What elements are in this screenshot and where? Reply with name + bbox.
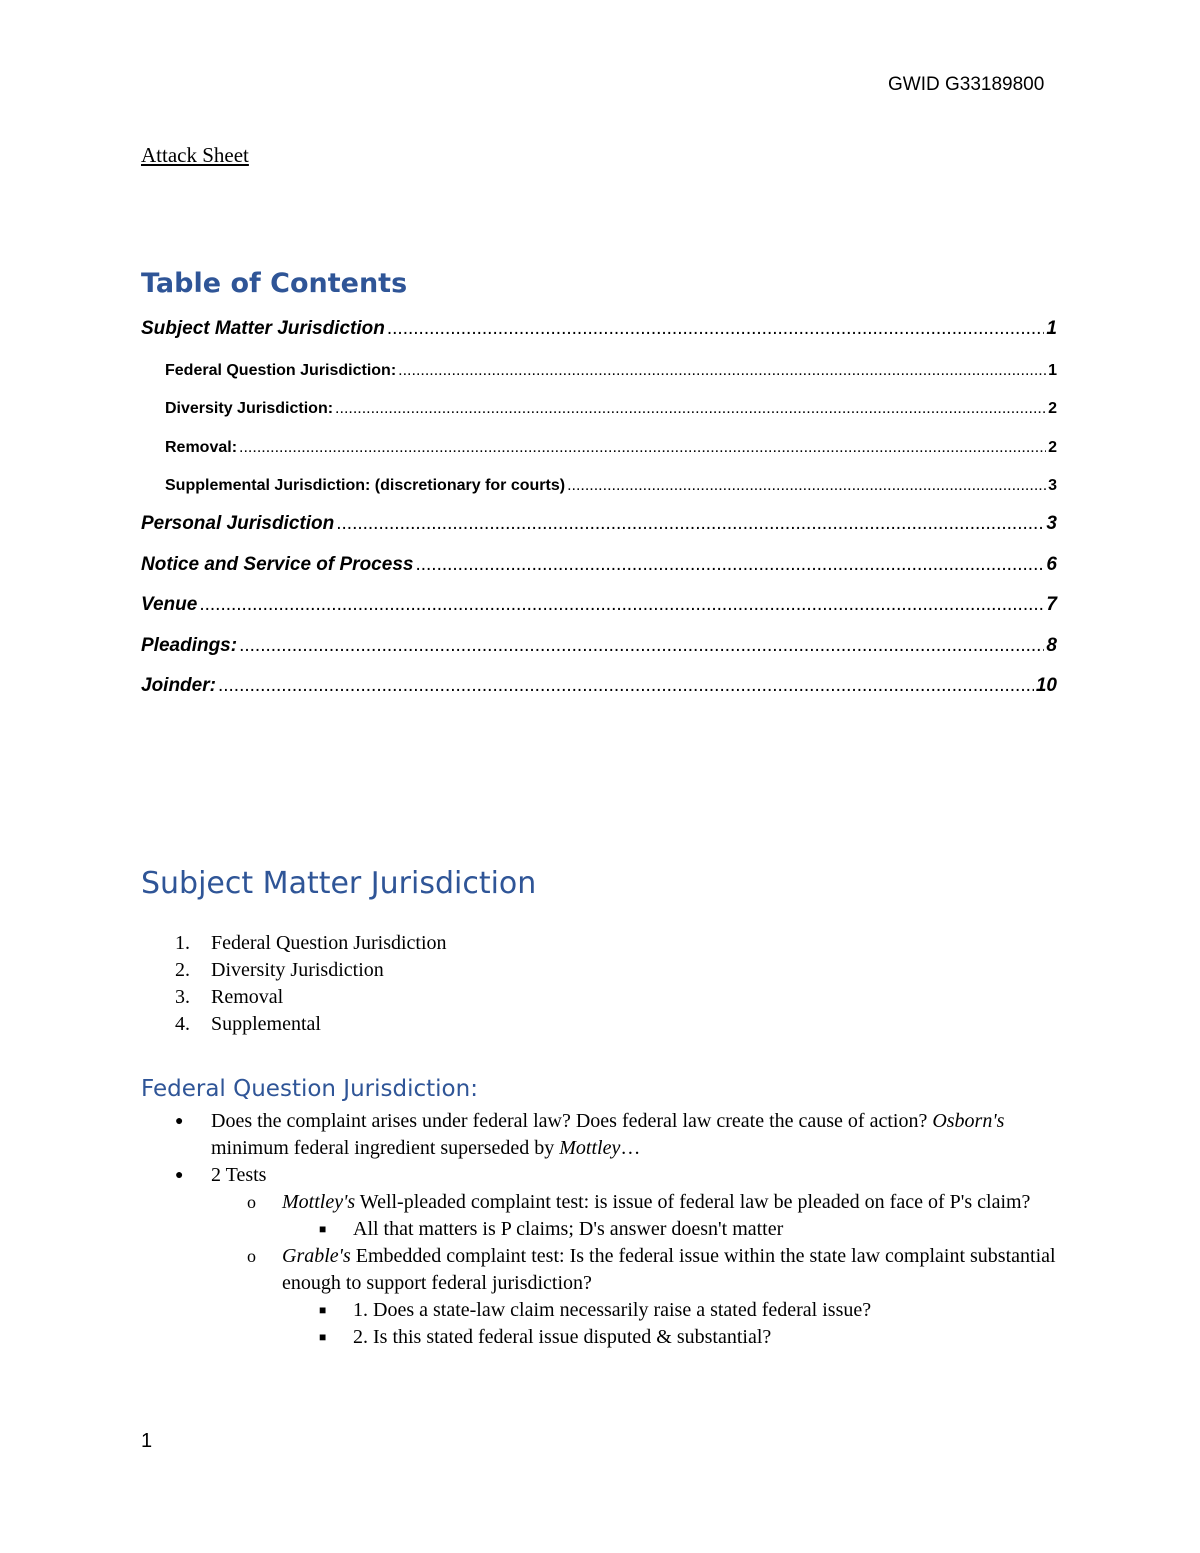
- bullet-text: Does the complaint arises under federal law? Does federal law create the cause of action?: [211, 1110, 928, 1132]
- toc-leader: [218, 675, 1034, 697]
- sub-sub-bullet-item: [141, 1324, 1071, 1351]
- toc-entry-venue[interactable]: [141, 594, 1057, 616]
- toc-page-number: 7: [1046, 594, 1057, 615]
- toc-leader: [199, 594, 1044, 616]
- toc-page-number: 2: [1048, 400, 1057, 417]
- toc-heading: Table of Contents: [141, 268, 408, 299]
- toc-page-number: 1: [1046, 318, 1057, 339]
- toc-leader: [239, 439, 1046, 457]
- toc-entry-label: Supplemental Jurisdiction: (discretionary for courts): [165, 477, 566, 494]
- toc-leader: [336, 513, 1044, 535]
- toc-entry-federal-question[interactable]: [141, 362, 1057, 380]
- toc-leader: [398, 362, 1046, 380]
- circle-marker: o: [247, 1192, 256, 1212]
- toc-entry-label: Removal:: [165, 439, 238, 456]
- list-item-text: Diversity Jurisdiction: [211, 959, 384, 981]
- toc-leader: [567, 477, 1046, 495]
- case-name-mottley: Mottley: [559, 1137, 621, 1159]
- square-marker: ■: [319, 1222, 327, 1236]
- sub-sub-bullet-item: [141, 1216, 1071, 1243]
- toc-entry-label: Diversity Jurisdiction:: [165, 400, 334, 417]
- toc-entry-supplemental[interactable]: [141, 477, 1057, 495]
- toc-entry-label: Personal Jurisdiction: [141, 513, 335, 534]
- bullet-item: [141, 1162, 1071, 1189]
- sub-bullet-text: Well-pleaded complaint test: is issue of federal law be pleaded on face of P's claim?: [355, 1191, 1031, 1213]
- toc-entry-label: Pleadings:: [141, 635, 238, 656]
- toc-page-number: 6: [1046, 554, 1057, 575]
- bullet-marker: ●: [175, 1114, 184, 1129]
- square-marker: ■: [319, 1330, 327, 1344]
- header-gwid: GWID G33189800: [888, 74, 1045, 95]
- toc-page-number: 1: [1048, 362, 1057, 379]
- toc-entry-diversity[interactable]: [141, 400, 1057, 418]
- circle-marker: o: [247, 1246, 256, 1266]
- toc-leader: [239, 635, 1044, 657]
- numbered-list: [141, 930, 447, 1038]
- list-item-text: Supplemental: [211, 1013, 321, 1035]
- toc-entry-removal[interactable]: [141, 439, 1057, 457]
- list-number: 2.: [175, 959, 190, 981]
- ellipsis: …: [620, 1137, 641, 1159]
- sub-bullet-text: Embedded complaint test: Is the federal issue within the state law complaint substantial enough to support federal jurisdiction?: [282, 1245, 1056, 1294]
- list-item-text: Federal Question Jurisdiction: [211, 932, 447, 954]
- toc-page-number: 10: [1035, 675, 1057, 696]
- toc-page-number: 8: [1046, 635, 1057, 656]
- toc-page-number: 2: [1048, 439, 1057, 456]
- list-item: [141, 984, 447, 1011]
- list-item-text: Removal: [211, 986, 284, 1008]
- bullet-marker: ●: [175, 1168, 184, 1183]
- sub-sub-bullet-text: All that matters is P claims; D's answer doesn't matter: [353, 1218, 784, 1240]
- list-item: [141, 957, 447, 984]
- sub-sub-bullet-text: 2. Is this stated federal issue disputed & substantial?: [353, 1326, 772, 1348]
- toc-entry-label: Subject Matter Jurisdiction: [141, 318, 385, 339]
- toc-entry-label: Venue: [141, 594, 198, 615]
- list-number: 3.: [175, 986, 190, 1008]
- toc-entry-label: Joinder:: [141, 675, 216, 696]
- toc-leader: [415, 554, 1044, 576]
- list-number: 4.: [175, 1013, 190, 1035]
- list-item: [141, 930, 447, 957]
- toc-page-number: 3: [1046, 513, 1057, 534]
- case-name-osborn: Osborn's: [932, 1110, 1005, 1132]
- toc-entry-pleadings[interactable]: [141, 635, 1057, 657]
- toc-entry-notice[interactable]: [141, 554, 1057, 576]
- sub-sub-bullet-item: [141, 1297, 1071, 1324]
- toc-entry-label: Federal Question Jurisdiction:: [165, 362, 397, 379]
- sub-bullet-item: [141, 1189, 1071, 1216]
- section-heading-subject-matter: Subject Matter Jurisdiction: [141, 866, 537, 901]
- toc-entry-subject-matter[interactable]: [141, 318, 1057, 340]
- document-title: Attack Sheet: [141, 143, 249, 167]
- toc-entry-joinder[interactable]: [141, 675, 1057, 697]
- bullet-item: [141, 1108, 1071, 1162]
- toc-leader: [387, 318, 1045, 340]
- list-number: 1.: [175, 932, 190, 954]
- toc-leader: [335, 400, 1046, 418]
- case-name-mottley: Mottley's: [282, 1191, 356, 1213]
- federal-question-body: [141, 1108, 1071, 1351]
- case-name-grable: Grable's: [282, 1245, 351, 1267]
- toc-page-number: 3: [1048, 477, 1057, 494]
- sub-sub-bullet-text: 1. Does a state-law claim necessarily raise a stated federal issue?: [353, 1299, 872, 1321]
- bullet-text: 2 Tests: [211, 1164, 267, 1186]
- subheading-federal-question: Federal Question Jurisdiction:: [141, 1076, 478, 1102]
- toc-entry-personal[interactable]: [141, 513, 1057, 535]
- toc-entry-label: Notice and Service of Process: [141, 554, 414, 575]
- list-item: [141, 1011, 447, 1038]
- bullet-text-continued: minimum federal ingredient superseded by: [211, 1137, 560, 1159]
- sub-bullet-item: [141, 1243, 1071, 1297]
- footer-page-number: 1: [141, 1430, 153, 1452]
- square-marker: ■: [319, 1303, 327, 1317]
